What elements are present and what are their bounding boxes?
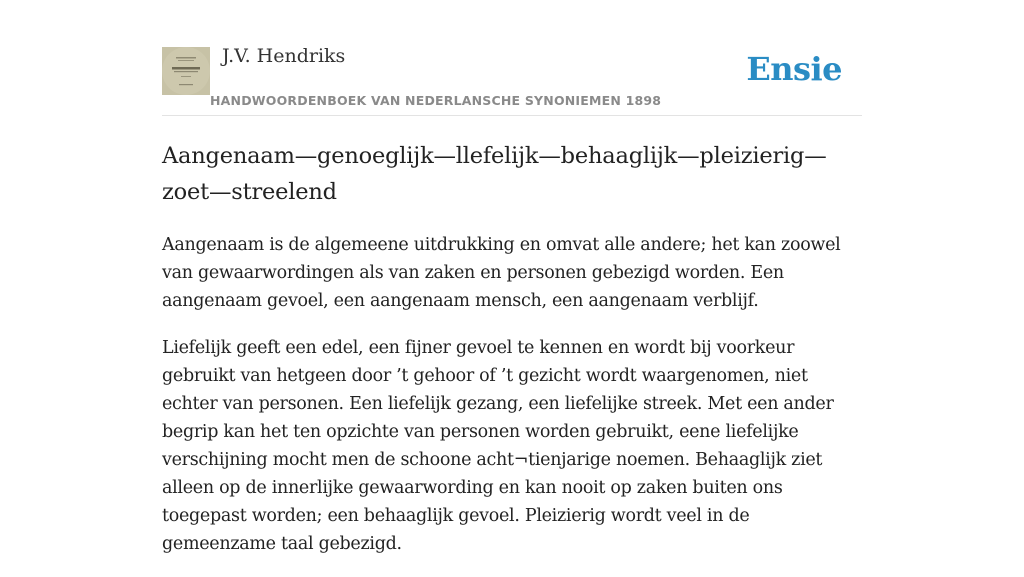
author-name[interactable]: J.V. Hendriks [222, 45, 346, 67]
brand-logo[interactable]: Ensie [746, 50, 842, 88]
paragraph: Aangenaam is de algemeene uitdrukking en omvat alle andere; het kan zoowel van gewaarwordingen als van zaken en personen gebezigd worden. Een aangenaam gevoel, een aangenaam mensch, een aangenaam verblijf. [162, 235, 841, 311]
article-body [162, 231, 862, 558]
book-cover-icon[interactable] [162, 47, 210, 95]
article-title: Aangenaam—genoeglijk—llefelijk—behaaglijk—pleizierig—zoet—streelend [162, 143, 827, 205]
paragraph: Liefelijk geeft een edel, een fijner gevoel te kennen en wordt bij voorkeur gebruikt van hetgeen door ’t gehoor of ’t gezicht wordt waargenomen, niet echter van personen. Een liefelijk gezang, een liefelijke streek. Met een ander begrip kan het ten opzichte van personen worden gebruikt, eene liefelijke verschijning mocht men de schoone acht¬tienjarige noemen. Behaaglijk ziet alleen op de innerlijke gewaarwording en kan nooit op zaken buiten ons toegepast worden; een behaaglijk gevoel. Pleizierig wordt veel in de gemeenzame taal gebezigd. [162, 338, 834, 554]
page-header [162, 0, 862, 116]
content-container [162, 0, 862, 577]
source-title[interactable]: HANDWOORDENBOEK VAN NEDERLANSCHE SYNONIEMEN 1898 [210, 93, 662, 108]
